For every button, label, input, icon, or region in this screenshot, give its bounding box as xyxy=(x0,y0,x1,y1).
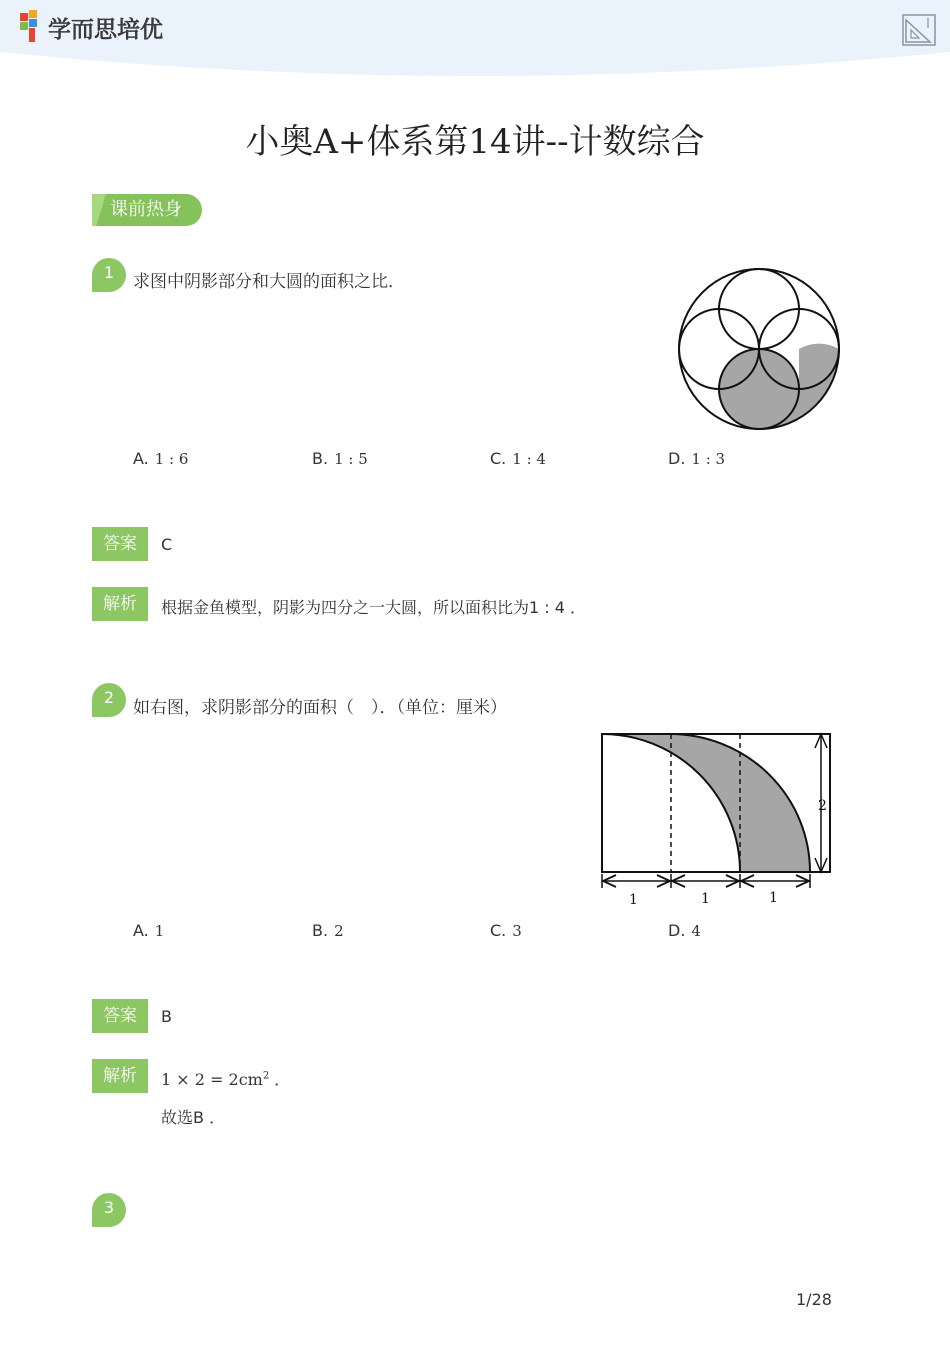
page-number: 1/28 xyxy=(796,1290,832,1309)
option-letter: D. xyxy=(668,921,686,940)
analysis-line-2: 故选B ． xyxy=(161,1108,226,1127)
analysis-formula-2 xyxy=(161,1067,290,1090)
logo xyxy=(18,10,163,44)
analysis-label-1: 解析 xyxy=(92,587,148,621)
ruler-triangle-icon xyxy=(902,14,936,46)
question-1-figure xyxy=(676,266,842,432)
q1-option-b[interactable] xyxy=(312,449,368,468)
analysis-label-2: 解析 xyxy=(92,1059,148,1093)
q2-option-b[interactable] xyxy=(312,921,344,940)
question-1-text: 求图中阴影部分和大圆的面积之比． xyxy=(133,272,405,292)
option-value: 1 : 6 xyxy=(154,450,189,468)
question-2-figure xyxy=(596,728,840,910)
section-label: 课前热身 xyxy=(110,199,182,220)
option-letter: D. xyxy=(668,449,686,468)
option-value: 4 xyxy=(691,922,701,940)
formula-text: 1 × 2 = 2cm xyxy=(161,1070,263,1089)
page-title: 小奥A+体系第14讲--计数综合 xyxy=(245,122,705,162)
q2-option-a[interactable] xyxy=(133,921,164,940)
answer-value-1: C xyxy=(161,535,173,554)
width-label-1: 1 xyxy=(629,892,638,908)
option-letter: C. xyxy=(490,921,507,940)
option-value: 2 xyxy=(334,922,344,940)
option-letter: C. xyxy=(490,449,507,468)
option-letter: B. xyxy=(312,449,329,468)
answer-value-2: B xyxy=(161,1007,172,1026)
logo-text: 学而思培优 xyxy=(48,16,163,43)
q2-option-d[interactable] xyxy=(668,921,701,940)
question-number-3: 3 xyxy=(92,1193,126,1227)
option-value: 1 xyxy=(154,922,165,940)
option-letter: A. xyxy=(133,921,149,940)
q2-option-c[interactable] xyxy=(490,921,522,940)
answer-label-1: 答案 xyxy=(92,527,148,561)
question-number-1: 1 xyxy=(92,258,126,292)
height-label: 2 xyxy=(818,798,827,814)
option-value: 3 xyxy=(512,922,522,940)
q1-option-d[interactable] xyxy=(668,449,725,468)
q1-option-a[interactable] xyxy=(133,449,188,468)
option-value: 1 : 4 xyxy=(512,450,546,468)
q1-option-c[interactable] xyxy=(490,449,546,468)
section-tag xyxy=(92,194,202,226)
width-label-2: 1 xyxy=(701,891,710,907)
formula-end: ． xyxy=(269,1070,291,1089)
width-label-3: 1 xyxy=(769,890,778,906)
option-letter: B. xyxy=(312,921,329,940)
formula-superscript: 2 xyxy=(262,1070,270,1082)
option-value: 1 : 3 xyxy=(691,450,726,468)
puzzle-logo-icon xyxy=(18,10,44,44)
question-2-text: 如右图，求阴影部分的面积（ ）．（单位：厘米） xyxy=(133,698,507,718)
question-number-2: 2 xyxy=(92,683,126,717)
answer-label-2: 答案 xyxy=(92,999,148,1033)
option-value: 1 : 5 xyxy=(334,450,368,468)
analysis-text-1: 根据金鱼模型，阴影为四分之一大圆，所以面积比为1 : 4 ． xyxy=(161,598,587,617)
option-letter: A. xyxy=(133,449,149,468)
